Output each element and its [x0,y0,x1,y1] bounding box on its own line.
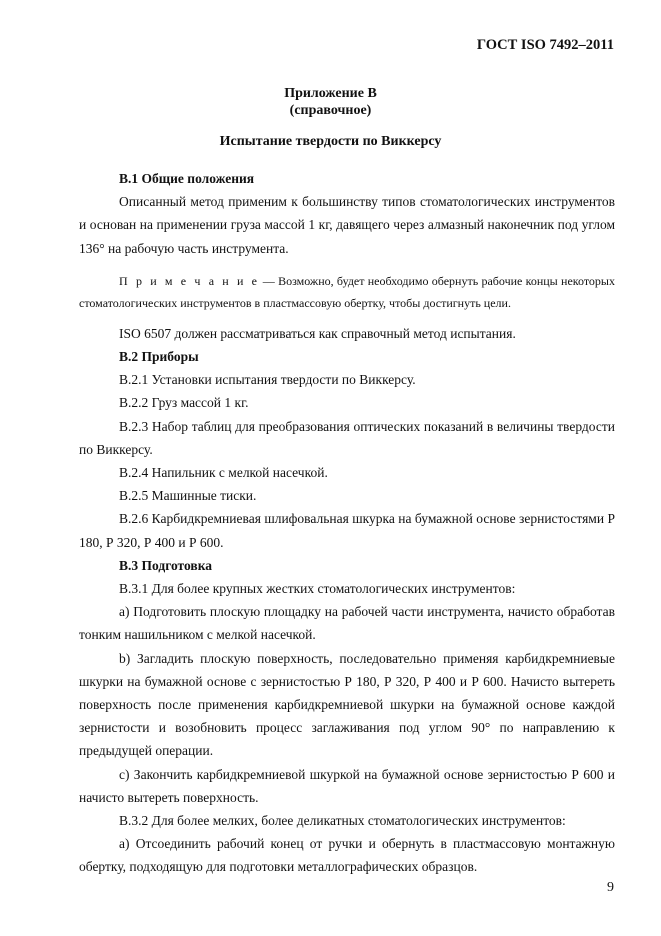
page-number: 9 [607,880,614,895]
apparatus-item: В.2.4 Напильник с мелкой насечкой. [119,465,328,481]
section-b1-title: В.1 Общие положения [119,171,255,186]
document-id-header: ГОСТ ISO 7492–2011 [476,37,614,53]
section-b1-paragraph: Описанный метод применим к большинству типов стоматологических инструментов и основан на применении груза массой 1 кг, давящего через алмазный наконечник под углом 136° на рабочую часть инструмента. [79,194,615,256]
reference-method-paragraph: ISO 6507 должен рассматриваться как справочный метод испытания. [119,325,516,341]
prep-step-a: а) Подготовить плоскую площадку на рабочей части инструмента, начисто обработав тонким нашильником с мелкой насечкой. [79,604,615,643]
document-body [79,167,615,879]
appendix-title: Приложение В [284,86,377,101]
prep-b32: В.3.2 Для более мелких, более деликатных стоматологических инструментов: [119,813,566,829]
note-text: — Возможно, будет необходимо обернуть рабочие концы некоторых стоматологических инструментов в пластмассовую обертку, чтобы достигнуть цели. [79,273,615,310]
prep-b31: В.3.1 Для более крупных жестких стоматологических инструментов: [119,581,516,597]
apparatus-item: В.2.6 Карбидкремниевая шлифовальная шкурка на бумажной основе зернистостями Р 180, Р 320, Р 400 и Р 600. [79,511,615,550]
appendix-subtitle: (справочное) [289,103,372,118]
apparatus-item: В.2.1 Установки испытания твердости по Виккерсу. [119,372,416,388]
prep-step-a2: а) Отсоединить рабочий конец от ручки и обернуть в пластмассовую монтажную обертку, подходящую для подготовки металлографических образцов. [79,836,615,875]
appendix-heading: Испытание твердости по Виккерсу [219,134,442,149]
note-paragraph [79,270,615,314]
apparatus-item: В.2.3 Набор таблиц для преобразования оптических показаний в величины твердости по Виккерсу. [79,418,615,457]
section-b2-title: В.2 Приборы [119,349,199,365]
section-b3-title: В.3 Подготовка [119,557,213,573]
apparatus-item: В.2.5 Машинные тиски. [119,488,257,504]
note-label: П р и м е ч а н и е [119,273,260,288]
apparatus-item: В.2.2 Груз массой 1 кг. [119,395,249,411]
prep-step-c: с) Закончить карбидкремниевой шкуркой на бумажной основе зернистостью Р 600 и начисто вытереть поверхность. [79,766,615,805]
prep-step-b: b) Загладить плоскую поверхность, последовательно применяя карбидкремниевые шкурки на бумажной основе с зернистостью Р 180, Р 320, Р 400 и Р 600. Начисто вытереть поверхность после применения карбидкремниевой шкурки на бумажной основе каждой зернистости и возобновить процесс заглаживания под углом 90° по направлению к предыдущей операции. [79,650,615,759]
